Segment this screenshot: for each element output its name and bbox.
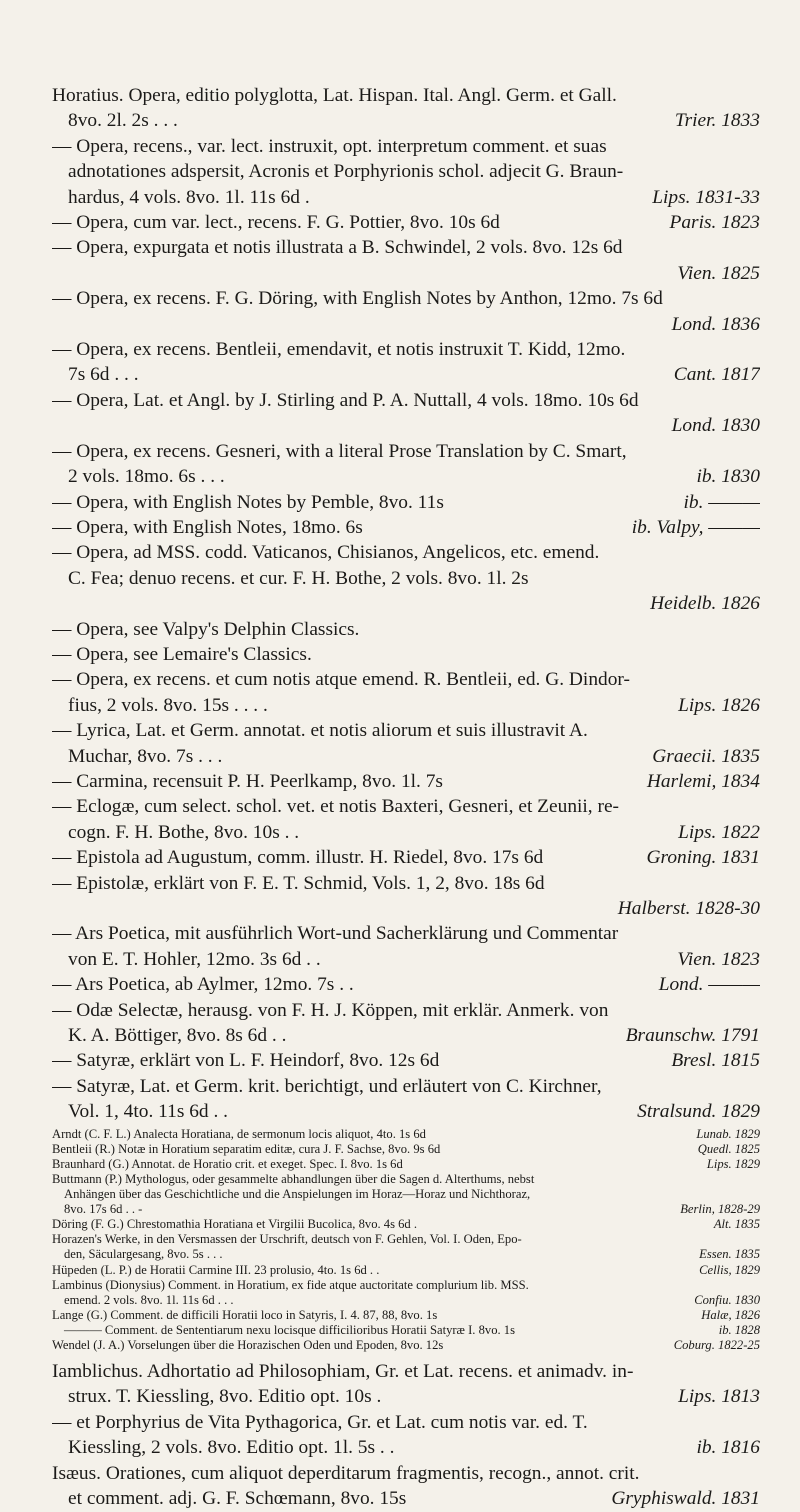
entry-text: Lange (G.) Comment. de difficili Horatii loco in Satyris, I. 4. 87, 88, 8vo. 1s [52,1307,438,1322]
entry-text: C. Fea; denuo recens. et cur. F. H. Bothe, 2 vols. 8vo. 1l. 2s [68,567,529,589]
entry-place-date: Harlemi, 1834 [646,770,760,792]
entry-place-date: Quedl. 1825 [697,1141,760,1156]
entry-text: 8vo. 2l. 2s . . . [68,110,178,132]
catalogue-entry [52,1338,760,1353]
entry-place-date: Alt. 1835 [713,1217,760,1232]
catalogue-entry [52,83,760,134]
catalogue-entry [52,1232,760,1262]
entry-place-date: Lips. 1826 [678,694,760,716]
entry-text: — Epistolæ, erklärt von F. E. T. Schmid, Vols. 1, 2, 8vo. 18s 6d [52,872,545,894]
entry-text: Isæus. Orationes, cum aliquot deperditarum fragmentis, recogn., annot. crit. [52,1462,640,1484]
entry-text: — Lyrica, Lat. et Germ. annotat. et notis aliorum et suis illustravit A. [52,720,588,742]
entry-text: Iamblichus. Adhortatio ad Philosophiam, Gr. et Lat. recens. et animadv. in- [52,1361,634,1383]
entry-text: Muchar, 8vo. 7s . . . [68,745,223,767]
entry-place-date: Confiu. 1830 [694,1292,760,1307]
entry-text: — Odæ Selectæ, herausg. von F. H. J. Köppen, mit erklär. Anmerk. von [52,999,609,1021]
entry-text: — Carmina, recensuit P. H. Peerlkamp, 8vo. 1l. 7s [52,770,443,792]
entry-text: — Opera, Lat. et Angl. by J. Stirling and P. A. Nuttall, 4 vols. 18mo. 10s 6d [52,389,639,411]
entry-text: Bentleii (R.) Notæ in Horatium separatim editæ, cura J. F. Sachse, 8vo. 9s 6d [52,1141,441,1156]
catalogue-entry [52,1074,760,1125]
horatius-entries [52,83,760,1125]
catalogue-entry [52,667,760,718]
entry-text: cogn. F. H. Bothe, 8vo. 10s . . [68,821,300,843]
entry-place-date: Lips. 1829 [706,1156,760,1171]
entry-place-date: Vien. 1825 [677,262,760,284]
entry-text: 7s 6d . . . [68,364,139,386]
catalogue-entry [52,388,760,439]
entry-place-date: Bresl. 1815 [671,1050,760,1072]
entry-place-date: Paris. 1823 [669,212,760,234]
entry-place-date: ib. ——— [683,491,760,513]
catalogue-entry [52,540,760,616]
entry-place-date: Vien. 1823 [677,948,760,970]
catalogue-entry [52,1461,760,1512]
entry-text: et comment. adj. G. F. Schœmann, 8vo. 15s [68,1488,407,1510]
catalogue-entry [52,1359,760,1410]
entry-place-date: Groning. 1831 [646,847,760,869]
catalogue-entry [52,439,760,490]
catalogue-entry [52,134,760,210]
entry-place-date: Cant. 1817 [673,364,760,386]
entry-text: — Opera, see Lemaire's Classics. [52,643,312,665]
catalogue-entry [52,617,760,642]
entry-text: emend. 2 vols. 8vo. 1l. 11s 6d . . . [64,1292,234,1307]
entry-text: — Opera, see Valpy's Delphin Classics. [52,618,360,640]
catalogue-entry [52,1127,760,1142]
entry-text: — Opera, recens., var. lect. instruxit, opt. interpretum comment. et suas [52,135,607,157]
entry-text: Horatius. Opera, editio polyglotta, Lat. Hispan. Ital. Angl. Germ. et Gall. [52,85,617,106]
entry-text: — Satyræ, erklärt von L. F. Heindorf, 8vo. 12s 6d [52,1050,440,1072]
entry-text: Lambinus (Dionysius) Comment. in Horatium, ex fide atque auctoritate complurium lib. MSS. [52,1277,529,1292]
entry-text: — Opera, expurgata et notis illustrata a B. Schwindel, 2 vols. 8vo. 12s 6d [52,237,623,259]
entry-text: fius, 2 vols. 8vo. 15s . . . . [68,694,268,716]
entry-text: ——— Comment. de Sententiarum nexu locisque difficilioribus Horatii Satyræ I. 8vo. 1s [64,1322,515,1337]
entry-text: 2 vols. 18mo. 6s . . . [68,466,225,488]
entry-place-date: Lips. 1822 [678,821,760,843]
entry-text: hardus, 4 vols. 8vo. 1l. 11s 6d . [68,186,310,208]
catalogue-entry [52,871,760,922]
catalogue-entry [52,1278,760,1308]
entry-place-date: Essen. 1835 [699,1247,760,1262]
entry-text: — Opera, ex recens. F. G. Döring, with English Notes by Anthon, 12mo. 7s 6d [52,288,663,310]
entry-place-date: Lond. 1836 [671,313,760,335]
catalogue-entry [52,515,760,540]
entry-text: — Opera, with English Notes, 18mo. 6s [52,516,363,538]
entry-place-date: ib. 1816 [696,1437,760,1459]
entry-place-date: ib. 1828 [718,1322,760,1337]
entry-place-date: Halberst. 1828-30 [617,898,760,919]
catalogue-entry [52,1323,760,1338]
entry-text: adnotationes adspersit, Acronis et Porphyrionis schol. adjecit G. Braun- [68,161,624,183]
entry-place-date: Lond. 1830 [671,415,760,437]
catalogue-entry [52,286,760,337]
entry-text: Arndt (C. F. L.) Analecta Horatiana, de sermonum locis aliquot, 4to. 1s 6d [52,1126,426,1141]
horatius-commentaries [52,1127,760,1353]
entry-text: — et Porphyrius de Vita Pythagorica, Gr. et Lat. cum notis var. ed. T. [52,1411,588,1433]
entry-place-date: ib. 1830 [696,466,760,488]
entry-place-date: Stralsund. 1829 [637,1101,760,1123]
entry-text: — Opera, with English Notes by Pemble, 8vo. 11s [52,491,444,513]
entry-text: Vol. 1, 4to. 11s 6d . . [68,1101,228,1123]
entry-text: — Ars Poetica, ab Aylmer, 12mo. 7s . . [52,974,354,996]
catalogue-entry [52,718,760,769]
catalogue-entry [52,337,760,388]
catalogue-entry [52,972,760,997]
entry-text: 8vo. 17s 6d . . - [64,1202,143,1217]
catalogue-entry [52,1157,760,1172]
catalogue-entry [52,642,760,667]
entry-text: Wendel (J. A.) Vorselungen über die Horazischen Oden und Epoden, 8vo. 12s [52,1337,444,1352]
entry-text: — Opera, ex recens. Gesneri, with a literal Prose Translation by C. Smart, [52,440,627,462]
entry-place-date: Halæ, 1826 [701,1307,760,1322]
entry-text: Anhängen über das Geschichtliche und die Anspielungen im Horaz—Horaz und Nichthoraz, [64,1187,531,1202]
entry-text: — Satyræ, Lat. et Germ. krit. berichtigt, und erläutert von C. Kirchner, [52,1075,602,1097]
catalogue-entry [52,1172,760,1217]
catalogue-entry [52,794,760,845]
entry-place-date: Lips. 1831-33 [652,186,760,208]
entry-text: Döring (F. G.) Chrestomathia Horatiana et Virgilii Bucolica, 8vo. 4s 6d . [52,1217,418,1232]
entry-place-date: Lond. ——— [658,974,760,996]
entry-text: Hüpeden (L. P.) de Horatii Carmine III. 23 prolusio, 4to. 1s 6d . . [52,1262,380,1277]
entry-place-date: Braunschw. 1791 [625,1025,760,1047]
entry-text: — Eclogæ, cum select. schol. vet. et notis Baxteri, Gesneri, et Zeunii, re- [52,796,620,818]
entry-place-date: ib. Valpy, ——— [631,516,760,538]
catalogue-entry [52,1217,760,1232]
entry-place-date: Cellis, 1829 [699,1262,760,1277]
catalogue-entry [52,235,760,286]
entry-text: — Epistola ad Augustum, comm. illustr. H. Riedel, 8vo. 17s 6d [52,847,544,869]
entry-text: strux. T. Kiessling, 8vo. Editio opt. 10s . [68,1386,382,1408]
catalogue-entry [52,1308,760,1323]
entry-text: von E. T. Hohler, 12mo. 3s 6d . . [68,948,321,970]
catalogue-column [52,83,760,1512]
entry-text: Buttmann (P.) Mythologus, oder gesammelte abhandlungen über die Sagen d. Alterthums, nebst [52,1171,535,1186]
entry-place-date: Berlin, 1828-29 [680,1202,760,1217]
entry-text: Horazen's Werke, in den Versmassen der Urschrift, deutsch von F. Gehlen, Vol. I. Oden, Epo- [52,1232,522,1247]
catalogue-entry [52,769,760,794]
catalogue-entry [52,1048,760,1073]
catalogue-entry [52,1263,760,1278]
entry-text: — Opera, cum var. lect., recens. F. G. Pottier, 8vo. 10s 6d [52,212,500,234]
entry-text: Braunhard (G.) Annotat. de Horatio crit. et exeget. Spec. I. 8vo. 1s 6d [52,1156,403,1171]
entry-text: — Opera, ex recens. Bentleii, emendavit, et notis instruxit T. Kidd, 12mo. [52,339,626,361]
entry-text: Kiessling, 2 vols. 8vo. Editio opt. 1l. 5s . . [68,1437,395,1459]
entry-place-date: Heidelb. 1826 [650,593,760,615]
catalogue-entry [52,490,760,515]
entry-text: — Opera, ex recens. et cum notis atque emend. R. Bentleii, ed. G. Dindor- [52,669,630,691]
catalogue-entry [52,921,760,972]
entry-place-date: Lunab. 1829 [696,1126,760,1141]
entry-text: — Opera, ad MSS. codd. Vaticanos, Chisianos, Angelicos, etc. emend. [52,542,600,564]
catalogue-entry [52,1410,760,1461]
catalogue-entry [52,845,760,870]
entry-place-date: Trier. 1833 [674,110,760,132]
iamblichus-isaeus-entries [52,1359,760,1511]
entry-text: den, Säculargesang, 8vo. 5s . . . [64,1247,223,1262]
entry-text: K. A. Böttiger, 8vo. 8s 6d . . [68,1025,287,1047]
entry-place-date: Lips. 1813 [678,1386,760,1408]
entry-place-date: Coburg. 1822-25 [673,1337,760,1352]
catalogue-entry [52,1142,760,1157]
catalogue-entry [52,210,760,235]
entry-text: — Ars Poetica, mit ausführlich Wort-und Sacherklärung und Commentar [52,923,619,945]
entry-place-date: Gryphiswald. 1831 [611,1488,760,1510]
entry-place-date: Graecii. 1835 [652,745,760,767]
catalogue-entry [52,998,760,1049]
